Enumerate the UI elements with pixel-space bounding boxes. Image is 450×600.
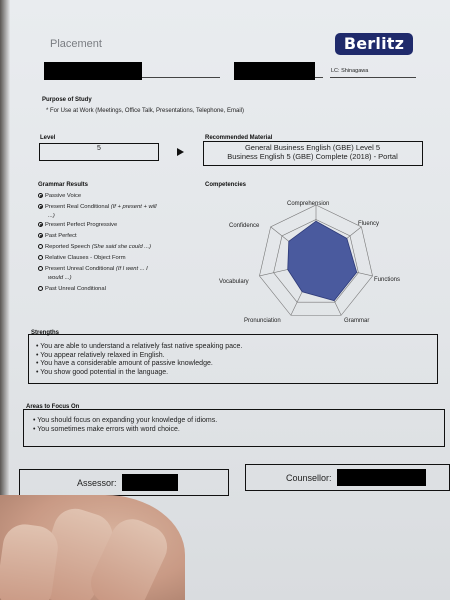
grammar-item-example: (If + present + will <box>110 204 157 210</box>
grammar-item-label: Past Perfect <box>45 233 77 239</box>
list-item: • You should focus on expanding your knowledge of idioms. <box>33 417 217 426</box>
competency-label-comprehension: Comprehension <box>287 201 330 207</box>
list-item: • You sometimes make errors with word choice. <box>33 426 217 435</box>
material-heading: Recommended Material <box>205 135 273 141</box>
strengths-list <box>36 343 242 377</box>
purpose-heading: Purpose of Study <box>42 97 92 103</box>
radar-series <box>288 221 357 300</box>
competency-label-pronunciation: Pronunciation <box>244 318 281 324</box>
finger <box>0 522 61 600</box>
list-item: • You show good potential in the language. <box>36 369 242 378</box>
competency-label-confidence: Confidence <box>229 223 260 229</box>
material-line-1: General Business English (GBE) Level 5 <box>244 143 381 152</box>
list-item: • You appear relatively relaxed in English. <box>36 352 242 361</box>
redacted-assessor <box>122 474 178 491</box>
list-item: • You are able to understand a relatively fast native speaking pace. <box>36 343 242 352</box>
competencies-heading: Competencies <box>205 182 247 188</box>
page-title: Placement <box>50 38 102 50</box>
competency-label-fluency: Fluency <box>358 221 380 227</box>
redacted-counsellor <box>337 469 426 486</box>
list-item: • You have a considerable amount of passive knowledge. <box>36 360 242 369</box>
grammar-item-label: Relative Clauses - Object Form <box>45 255 126 261</box>
material-line-2: Business English 5 (GBE) Complete (2018) - Portal <box>227 152 398 161</box>
grammar-heading: Grammar Results <box>38 182 89 188</box>
grammar-item-label: Present Perfect Progressive <box>45 222 118 228</box>
grammar-item-example-cont: ...) <box>48 213 55 219</box>
grammar-item-example: (If I went ... I <box>115 266 148 272</box>
counsellor-label: Counsellor: <box>286 473 332 483</box>
assessor-label: Assessor: <box>77 478 117 488</box>
strengths-heading: Strengths <box>31 330 60 336</box>
competency-label-grammar: Grammar <box>344 318 370 324</box>
level-value: 5 <box>97 145 101 152</box>
grammar-item-label: Present Unreal Conditional <box>45 266 115 272</box>
grammar-item-label: Passive Voice <box>45 193 82 199</box>
berlitz-logo: Berlitz <box>335 33 413 55</box>
grammar-item-example: (She said she could ...) <box>91 244 152 250</box>
grammar-item-label: Past Unreal Conditional <box>45 286 106 292</box>
competency-label-functions: Functions <box>374 277 401 283</box>
grammar-item-label: Reported Speech <box>45 244 91 250</box>
grammar-item-label: Present Real Conditional <box>45 204 110 210</box>
focus-list <box>33 417 217 434</box>
competency-label-vocabulary: Vocabulary <box>219 279 249 285</box>
lc-label: LC: Shinagawa <box>331 68 369 74</box>
focus-heading: Areas to Focus On <box>26 404 80 410</box>
grammar-item-example-cont: would ...) <box>48 275 72 281</box>
level-heading: Level <box>40 135 56 141</box>
purpose-text: * For Use at Work (Meetings, Office Talk, Presentations, Telephone, Email) <box>46 108 244 114</box>
